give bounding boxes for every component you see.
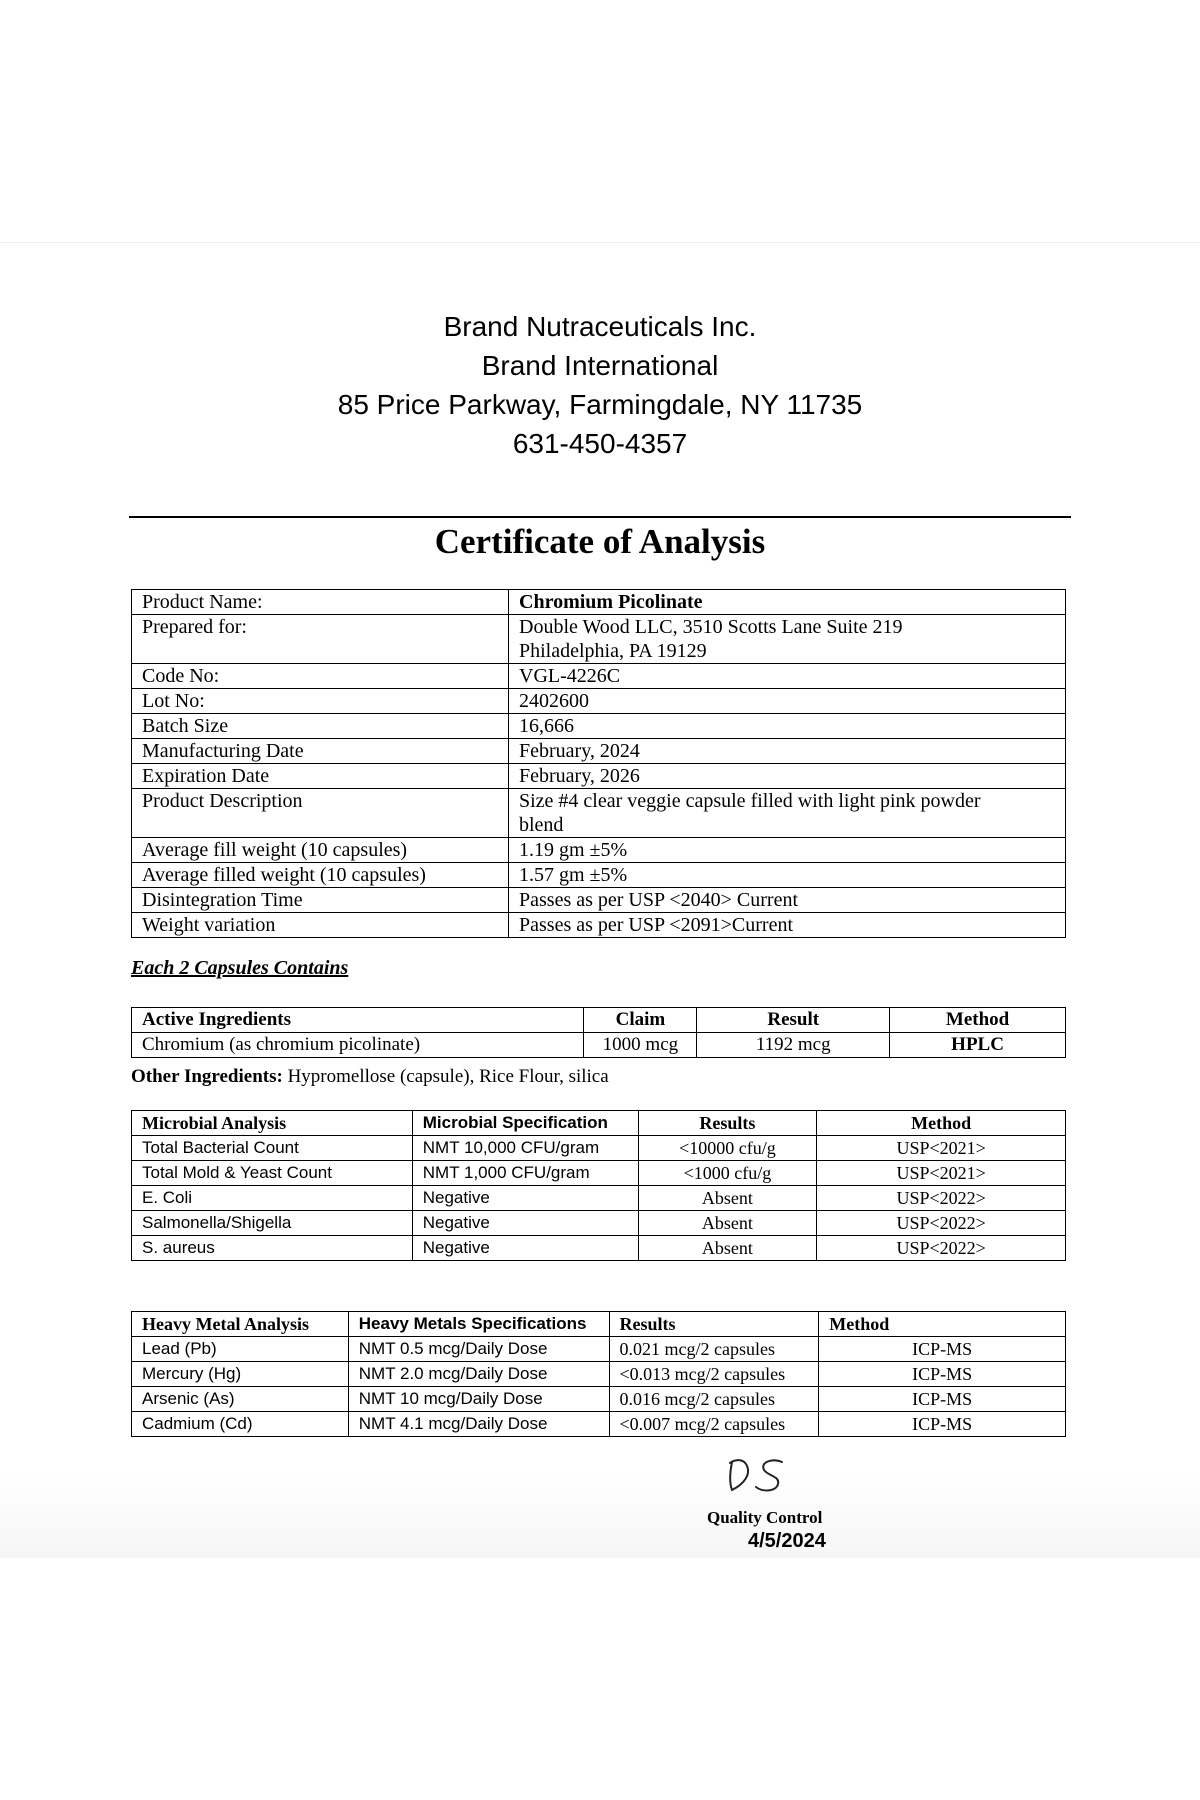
table-row [132, 789, 1066, 838]
info-value [509, 590, 1066, 615]
info-value-line: VGL-4226C [519, 665, 621, 687]
table-cell: Absent [638, 1211, 817, 1236]
table-row [132, 1362, 1066, 1387]
info-value [509, 789, 1066, 838]
table-cell: USP<2022> [817, 1186, 1066, 1211]
quality-control-label: Quality Control [707, 1508, 823, 1527]
table-cell: Total Mold & Yeast Count [132, 1161, 413, 1186]
page-bottom-shade [0, 1470, 1200, 1558]
header-method: Method [817, 1111, 1066, 1136]
table-cell: USP<2021> [817, 1161, 1066, 1186]
document-title: Certificate of Analysis [434, 522, 766, 561]
header-result: Result [697, 1008, 890, 1033]
table-row [132, 764, 1066, 789]
table-cell: 0.021 mcg/2 capsules [609, 1337, 819, 1362]
table-cell: Absent [638, 1236, 817, 1261]
info-value-line: Size #4 clear veggie capsule filled with light pink powder [519, 790, 981, 812]
table-row [132, 913, 1066, 938]
info-value-line: Philadelphia, PA 19129 [519, 640, 707, 662]
table-cell: Mercury (Hg) [132, 1362, 349, 1387]
table-cell: NMT 4.1 mcg/Daily Dose [348, 1412, 609, 1437]
table-row [132, 1211, 1066, 1236]
ingredient-name: Chromium (as chromium picolinate) [132, 1033, 584, 1058]
heavy-metal-analysis-table [131, 1311, 1066, 1437]
ingredient-method: HPLC [890, 1033, 1066, 1058]
info-value [509, 913, 1066, 938]
info-value [509, 764, 1066, 789]
header-microbial-specification: Microbial Specification [412, 1111, 638, 1136]
table-cell: ICP-MS [819, 1387, 1066, 1412]
table-cell: USP<2021> [817, 1136, 1066, 1161]
info-value-line: 2402600 [519, 690, 589, 712]
header-method: Method [819, 1312, 1066, 1337]
info-value [509, 615, 1066, 664]
header-heavy-metal-analysis: Heavy Metal Analysis [132, 1312, 349, 1337]
table-cell: USP<2022> [817, 1236, 1066, 1261]
info-value [509, 888, 1066, 913]
table-cell: S. aureus [132, 1236, 413, 1261]
ingredient-result: 1192 mcg [697, 1033, 890, 1058]
table-cell: Lead (Pb) [132, 1337, 349, 1362]
info-label: Average filled weight (10 capsules) [132, 863, 509, 888]
table-row [132, 615, 1066, 664]
table-cell: Cadmium (Cd) [132, 1412, 349, 1437]
info-value [509, 714, 1066, 739]
microbial-analysis-table [131, 1110, 1066, 1261]
info-label: Lot No: [132, 689, 509, 714]
table-row [132, 1161, 1066, 1186]
table-cell: NMT 0.5 mcg/Daily Dose [348, 1337, 609, 1362]
info-label: Weight variation [132, 913, 509, 938]
table-row [132, 838, 1066, 863]
table-cell: USP<2022> [817, 1211, 1066, 1236]
table-row [132, 1387, 1066, 1412]
info-label: Expiration Date [132, 764, 509, 789]
info-value-line: blend [519, 814, 564, 836]
table-cell: Total Bacterial Count [132, 1136, 413, 1161]
quality-control-date: 4/5/2024 [748, 1530, 826, 1552]
other-ingredients [131, 1066, 609, 1088]
table-cell: ICP-MS [819, 1362, 1066, 1387]
info-label: Product Name: [132, 590, 509, 615]
table-header-row [132, 1008, 1066, 1033]
each-capsules-heading: Each 2 Capsules Contains [131, 957, 349, 979]
info-label: Batch Size [132, 714, 509, 739]
info-value-line: 1.19 gm ±5% [519, 839, 628, 861]
table-cell: NMT 10,000 CFU/gram [412, 1136, 638, 1161]
table-row [132, 1136, 1066, 1161]
table-cell: ICP-MS [819, 1337, 1066, 1362]
table-cell: Absent [638, 1186, 817, 1211]
info-value-line: 1.57 gm ±5% [519, 864, 628, 886]
table-row [132, 1337, 1066, 1362]
table-row [132, 739, 1066, 764]
table-cell: NMT 10 mcg/Daily Dose [348, 1387, 609, 1412]
info-value-line: February, 2024 [519, 740, 640, 762]
header-method: Method [890, 1008, 1066, 1033]
table-cell: NMT 1,000 CFU/gram [412, 1161, 638, 1186]
info-label: Disintegration Time [132, 888, 509, 913]
product-info-table [131, 589, 1066, 938]
info-value-line: Passes as per USP <2040> Current [519, 889, 799, 911]
table-cell: <0.007 mcg/2 capsules [609, 1412, 819, 1437]
info-value [509, 863, 1066, 888]
info-label: Average fill weight (10 capsules) [132, 838, 509, 863]
header-results: Results [638, 1111, 817, 1136]
table-row [132, 1033, 1066, 1058]
info-value-line: Passes as per USP <2091>Current [519, 914, 794, 936]
table-row [132, 714, 1066, 739]
info-value-line: February, 2026 [519, 765, 640, 787]
company-address: 85 Price Parkway, Farmingdale, NY 11735 [337, 389, 863, 420]
table-cell: Negative [412, 1186, 638, 1211]
header-active-ingredients: Active Ingredients [132, 1008, 584, 1033]
info-label: Prepared for: [132, 615, 509, 664]
table-header-row [132, 1312, 1066, 1337]
info-label: Manufacturing Date [132, 739, 509, 764]
info-value [509, 689, 1066, 714]
info-label: Product Description [132, 789, 509, 838]
other-ingredients-text: Hypromellose (capsule), Rice Flour, silica [282, 1066, 609, 1087]
info-value [509, 739, 1066, 764]
table-row [132, 590, 1066, 615]
table-row [132, 863, 1066, 888]
table-cell: NMT 2.0 mcg/Daily Dose [348, 1362, 609, 1387]
info-value [509, 838, 1066, 863]
company-phone: 631-450-4357 [512, 428, 688, 459]
company-name: Brand Nutraceuticals Inc. [443, 311, 757, 342]
header-heavy-metals-specifications: Heavy Metals Specifications [348, 1312, 609, 1337]
table-row [132, 664, 1066, 689]
page-margin-bottom [0, 1558, 1200, 1800]
table-cell: E. Coli [132, 1186, 413, 1211]
table-header-row [132, 1111, 1066, 1136]
header-claim: Claim [584, 1008, 697, 1033]
active-ingredients-table [131, 1007, 1066, 1058]
table-cell: Negative [412, 1211, 638, 1236]
table-cell: <1000 cfu/g [638, 1161, 817, 1186]
company-division: Brand International [481, 350, 719, 381]
header-microbial-analysis: Microbial Analysis [132, 1111, 413, 1136]
letterhead [0, 307, 1200, 463]
info-value-line: Double Wood LLC, 3510 Scotts Lane Suite 219 [519, 616, 903, 638]
info-value-line: Chromium Picolinate [519, 591, 703, 613]
table-row [132, 1186, 1066, 1211]
table-cell: 0.016 mcg/2 capsules [609, 1387, 819, 1412]
table-row [132, 689, 1066, 714]
info-value-line: 16,666 [519, 715, 574, 737]
info-value [509, 664, 1066, 689]
table-cell: Negative [412, 1236, 638, 1261]
header-results: Results [609, 1312, 819, 1337]
page-margin-top [0, 0, 1200, 242]
table-cell: <10000 cfu/g [638, 1136, 817, 1161]
other-ingredients-label: Other Ingredients: [131, 1066, 283, 1087]
header-divider [129, 516, 1071, 518]
signature [726, 1454, 790, 1496]
table-row [132, 1412, 1066, 1437]
table-row [132, 1236, 1066, 1261]
table-cell: Arsenic (As) [132, 1387, 349, 1412]
table-cell: Salmonella/Shigella [132, 1211, 413, 1236]
table-cell: <0.013 mcg/2 capsules [609, 1362, 819, 1387]
table-row [132, 888, 1066, 913]
ingredient-claim: 1000 mcg [584, 1033, 697, 1058]
info-label: Code No: [132, 664, 509, 689]
table-cell: ICP-MS [819, 1412, 1066, 1437]
